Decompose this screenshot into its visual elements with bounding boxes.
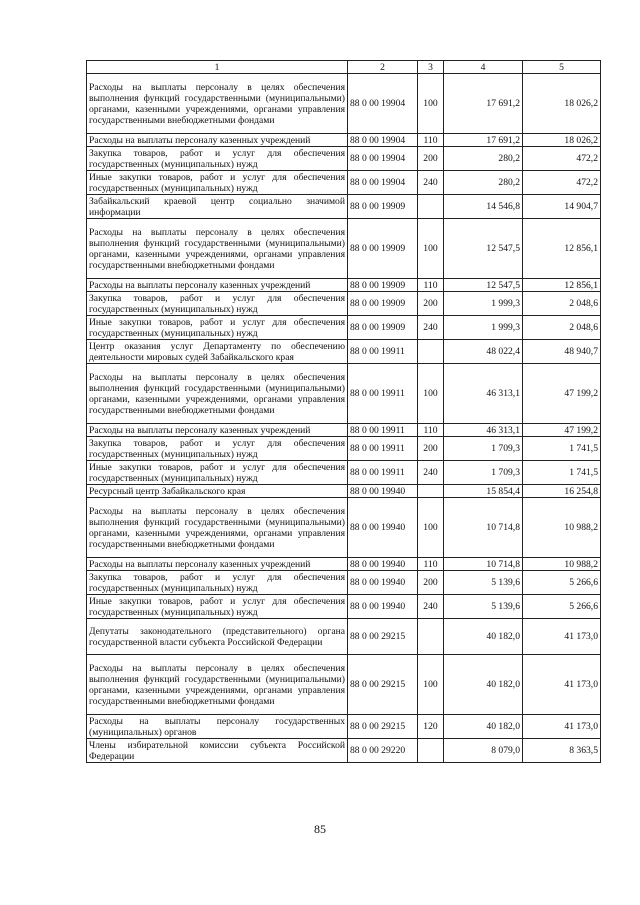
expense-name-cell: Расходы на выплаты персоналу казенных учреждений (87, 424, 348, 437)
target-article-code-cell: 88 0 00 19940 (348, 571, 418, 595)
amount-year-1-cell: 1 999,3 (444, 316, 523, 340)
amount-year-1-cell: 40 182,0 (444, 619, 523, 655)
column-header-vr: 3 (418, 61, 444, 74)
amount-year-2-cell: 18 026,2 (523, 134, 601, 147)
target-article-code-cell: 88 0 00 19940 (348, 498, 418, 558)
amount-year-2-cell: 1 741,5 (523, 461, 601, 485)
expense-type-code-cell (418, 195, 444, 219)
expense-type-code-cell: 200 (418, 437, 444, 461)
target-article-code-cell: 88 0 00 19904 (348, 171, 418, 195)
expense-name-cell: Иные закупки товаров, работ и услуг для обеспечения государственных (муниципальных) нужд (87, 316, 348, 340)
table-row (87, 279, 601, 292)
target-article-code-cell: 88 0 00 19940 (348, 485, 418, 498)
expense-type-code-cell (418, 340, 444, 364)
amount-year-1-cell: 10 714,8 (444, 498, 523, 558)
expense-type-code-cell: 240 (418, 171, 444, 195)
column-header-value-1: 4 (444, 61, 523, 74)
target-article-code-cell: 88 0 00 19909 (348, 219, 418, 279)
table-row (87, 195, 601, 219)
expense-type-code-cell: 240 (418, 461, 444, 485)
target-article-code-cell: 88 0 00 19909 (348, 279, 418, 292)
table-header-row (87, 61, 601, 74)
amount-year-1-cell: 46 313,1 (444, 424, 523, 437)
expense-name-cell: Закупка товаров, работ и услуг для обеспечения государственных (муниципальных) нужд (87, 292, 348, 316)
expense-name-cell: Расходы на выплаты персоналу в целях обеспечения выполнения функций государственными (муниципальными) органами, казенными учреждениями, органами управления государственными внебюджетными фондами (87, 74, 348, 134)
expense-type-code-cell: 100 (418, 74, 444, 134)
column-header-value-2: 5 (523, 61, 601, 74)
expense-type-code-cell (418, 485, 444, 498)
expense-name-cell: Расходы на выплаты персоналу казенных учреждений (87, 134, 348, 147)
amount-year-2-cell: 472,2 (523, 147, 601, 171)
amount-year-1-cell: 5 139,6 (444, 595, 523, 619)
amount-year-1-cell: 12 547,5 (444, 279, 523, 292)
amount-year-2-cell: 2 048,6 (523, 292, 601, 316)
table-row (87, 558, 601, 571)
target-article-code-cell: 88 0 00 19909 (348, 195, 418, 219)
amount-year-1-cell: 40 182,0 (444, 715, 523, 739)
table-row (87, 316, 601, 340)
expense-name-cell: Расходы на выплаты персоналу государственных (муниципальных) органов (87, 715, 348, 739)
amount-year-1-cell: 1 999,3 (444, 292, 523, 316)
target-article-code-cell: 88 0 00 19940 (348, 595, 418, 619)
expense-name-cell: Закупка товаров, работ и услуг для обеспечения государственных (муниципальных) нужд (87, 571, 348, 595)
amount-year-1-cell: 48 022,4 (444, 340, 523, 364)
table-row (87, 364, 601, 424)
table-row (87, 424, 601, 437)
expense-name-cell: Забайкальский краевой центр социально значимой информации (87, 195, 348, 219)
table-row (87, 619, 601, 655)
expense-type-code-cell (418, 619, 444, 655)
expense-name-cell: Члены избирательной комиссии субъекта Российской Федерации (87, 739, 348, 763)
expense-type-code-cell (418, 739, 444, 763)
target-article-code-cell: 88 0 00 29220 (348, 739, 418, 763)
amount-year-2-cell: 12 856,1 (523, 279, 601, 292)
table-row (87, 715, 601, 739)
amount-year-2-cell: 5 266,6 (523, 571, 601, 595)
expense-name-cell: Расходы на выплаты персоналу в целях обеспечения выполнения функций государственными (муниципальными) органами, казенными учреждениями, органами управления государственными внебюджетными фондами (87, 219, 348, 279)
amount-year-2-cell: 41 173,0 (523, 715, 601, 739)
amount-year-2-cell: 47 199,2 (523, 424, 601, 437)
table-row (87, 292, 601, 316)
table-row (87, 437, 601, 461)
amount-year-1-cell: 17 691,2 (444, 134, 523, 147)
expense-type-code-cell: 200 (418, 571, 444, 595)
amount-year-2-cell: 1 741,5 (523, 437, 601, 461)
table-row (87, 485, 601, 498)
table-row (87, 571, 601, 595)
column-header-code: 2 (348, 61, 418, 74)
expense-name-cell: Расходы на выплаты персоналу казенных учреждений (87, 558, 348, 571)
expense-name-cell: Центр оказания услуг Департаменту по обеспечению деятельности мировых судей Забайкальского края (87, 340, 348, 364)
expense-type-code-cell: 100 (418, 498, 444, 558)
expense-name-cell: Иные закупки товаров, работ и услуг для обеспечения государственных (муниципальных) нужд (87, 595, 348, 619)
amount-year-1-cell: 12 547,5 (444, 219, 523, 279)
expense-type-code-cell: 110 (418, 134, 444, 147)
expense-name-cell: Ресурсный центр Забайкальского края (87, 485, 348, 498)
expense-name-cell: Расходы на выплаты персоналу в целях обеспечения выполнения функций государственными (муниципальными) органами, казенными учреждениями, органами управления государственными внебюджетными фондами (87, 498, 348, 558)
amount-year-1-cell: 10 714,8 (444, 558, 523, 571)
expense-type-code-cell: 110 (418, 424, 444, 437)
amount-year-2-cell: 12 856,1 (523, 219, 601, 279)
amount-year-1-cell: 1 709,3 (444, 461, 523, 485)
amount-year-2-cell: 41 173,0 (523, 619, 601, 655)
expense-name-cell: Иные закупки товаров, работ и услуг для обеспечения государственных (муниципальных) нужд (87, 171, 348, 195)
expense-type-code-cell: 100 (418, 655, 444, 715)
amount-year-1-cell: 46 313,1 (444, 364, 523, 424)
expense-type-code-cell: 240 (418, 316, 444, 340)
amount-year-2-cell: 16 254,8 (523, 485, 601, 498)
expense-type-code-cell: 110 (418, 279, 444, 292)
table-row (87, 171, 601, 195)
amount-year-2-cell: 2 048,6 (523, 316, 601, 340)
target-article-code-cell: 88 0 00 19911 (348, 340, 418, 364)
target-article-code-cell: 88 0 00 19940 (348, 558, 418, 571)
amount-year-2-cell: 18 026,2 (523, 74, 601, 134)
expense-type-code-cell: 120 (418, 715, 444, 739)
table-row (87, 655, 601, 715)
amount-year-1-cell: 15 854,4 (444, 485, 523, 498)
amount-year-1-cell: 5 139,6 (444, 571, 523, 595)
amount-year-2-cell: 10 988,2 (523, 558, 601, 571)
target-article-code-cell: 88 0 00 29215 (348, 619, 418, 655)
expense-type-code-cell: 200 (418, 147, 444, 171)
amount-year-2-cell: 5 266,6 (523, 595, 601, 619)
amount-year-1-cell: 14 546,8 (444, 195, 523, 219)
table-row (87, 595, 601, 619)
table-row (87, 340, 601, 364)
expense-type-code-cell: 100 (418, 219, 444, 279)
amount-year-2-cell: 10 988,2 (523, 498, 601, 558)
expense-name-cell: Расходы на выплаты персоналу казенных учреждений (87, 279, 348, 292)
expense-name-cell: Расходы на выплаты персоналу в целях обеспечения выполнения функций государственными (муниципальными) органами, казенными учреждениями, органами управления государственными внебюджетными фондами (87, 364, 348, 424)
amount-year-2-cell: 47 199,2 (523, 364, 601, 424)
budget-table (86, 60, 601, 763)
table-row (87, 74, 601, 134)
target-article-code-cell: 88 0 00 19909 (348, 292, 418, 316)
amount-year-2-cell: 41 173,0 (523, 655, 601, 715)
expense-name-cell: Закупка товаров, работ и услуг для обеспечения государственных (муниципальных) нужд (87, 437, 348, 461)
target-article-code-cell: 88 0 00 29215 (348, 655, 418, 715)
target-article-code-cell: 88 0 00 19904 (348, 74, 418, 134)
amount-year-1-cell: 280,2 (444, 171, 523, 195)
table-row (87, 134, 601, 147)
table-row (87, 461, 601, 485)
amount-year-1-cell: 40 182,0 (444, 655, 523, 715)
target-article-code-cell: 88 0 00 19911 (348, 364, 418, 424)
target-article-code-cell: 88 0 00 19904 (348, 134, 418, 147)
table-row (87, 219, 601, 279)
expense-type-code-cell: 100 (418, 364, 444, 424)
expense-name-cell: Иные закупки товаров, работ и услуг для обеспечения государственных (муниципальных) нужд (87, 461, 348, 485)
table-body (87, 74, 601, 763)
amount-year-2-cell: 14 904,7 (523, 195, 601, 219)
table-row (87, 739, 601, 763)
amount-year-2-cell: 472,2 (523, 171, 601, 195)
expense-type-code-cell: 200 (418, 292, 444, 316)
expense-name-cell: Закупка товаров, работ и услуг для обеспечения государственных (муниципальных) нужд (87, 147, 348, 171)
target-article-code-cell: 88 0 00 19909 (348, 316, 418, 340)
amount-year-2-cell: 8 363,5 (523, 739, 601, 763)
page-number: 85 (314, 822, 326, 836)
expense-name-cell: Расходы на выплаты персоналу в целях обеспечения выполнения функций государственными (муниципальными) органами, казенными учреждениями, органами управления государственными внебюджетными фондами (87, 655, 348, 715)
expense-type-code-cell: 110 (418, 558, 444, 571)
target-article-code-cell: 88 0 00 19911 (348, 424, 418, 437)
amount-year-1-cell: 17 691,2 (444, 74, 523, 134)
target-article-code-cell: 88 0 00 19904 (348, 147, 418, 171)
amount-year-1-cell: 280,2 (444, 147, 523, 171)
table-row (87, 147, 601, 171)
target-article-code-cell: 88 0 00 29215 (348, 715, 418, 739)
target-article-code-cell: 88 0 00 19911 (348, 437, 418, 461)
amount-year-1-cell: 1 709,3 (444, 437, 523, 461)
amount-year-1-cell: 8 079,0 (444, 739, 523, 763)
expense-name-cell: Депутаты законодательного (представительного) органа государственной власти субъекта Российской Федерации (87, 619, 348, 655)
expense-type-code-cell: 240 (418, 595, 444, 619)
target-article-code-cell: 88 0 00 19911 (348, 461, 418, 485)
column-header-name: 1 (87, 61, 348, 74)
table-row (87, 498, 601, 558)
amount-year-2-cell: 48 940,7 (523, 340, 601, 364)
